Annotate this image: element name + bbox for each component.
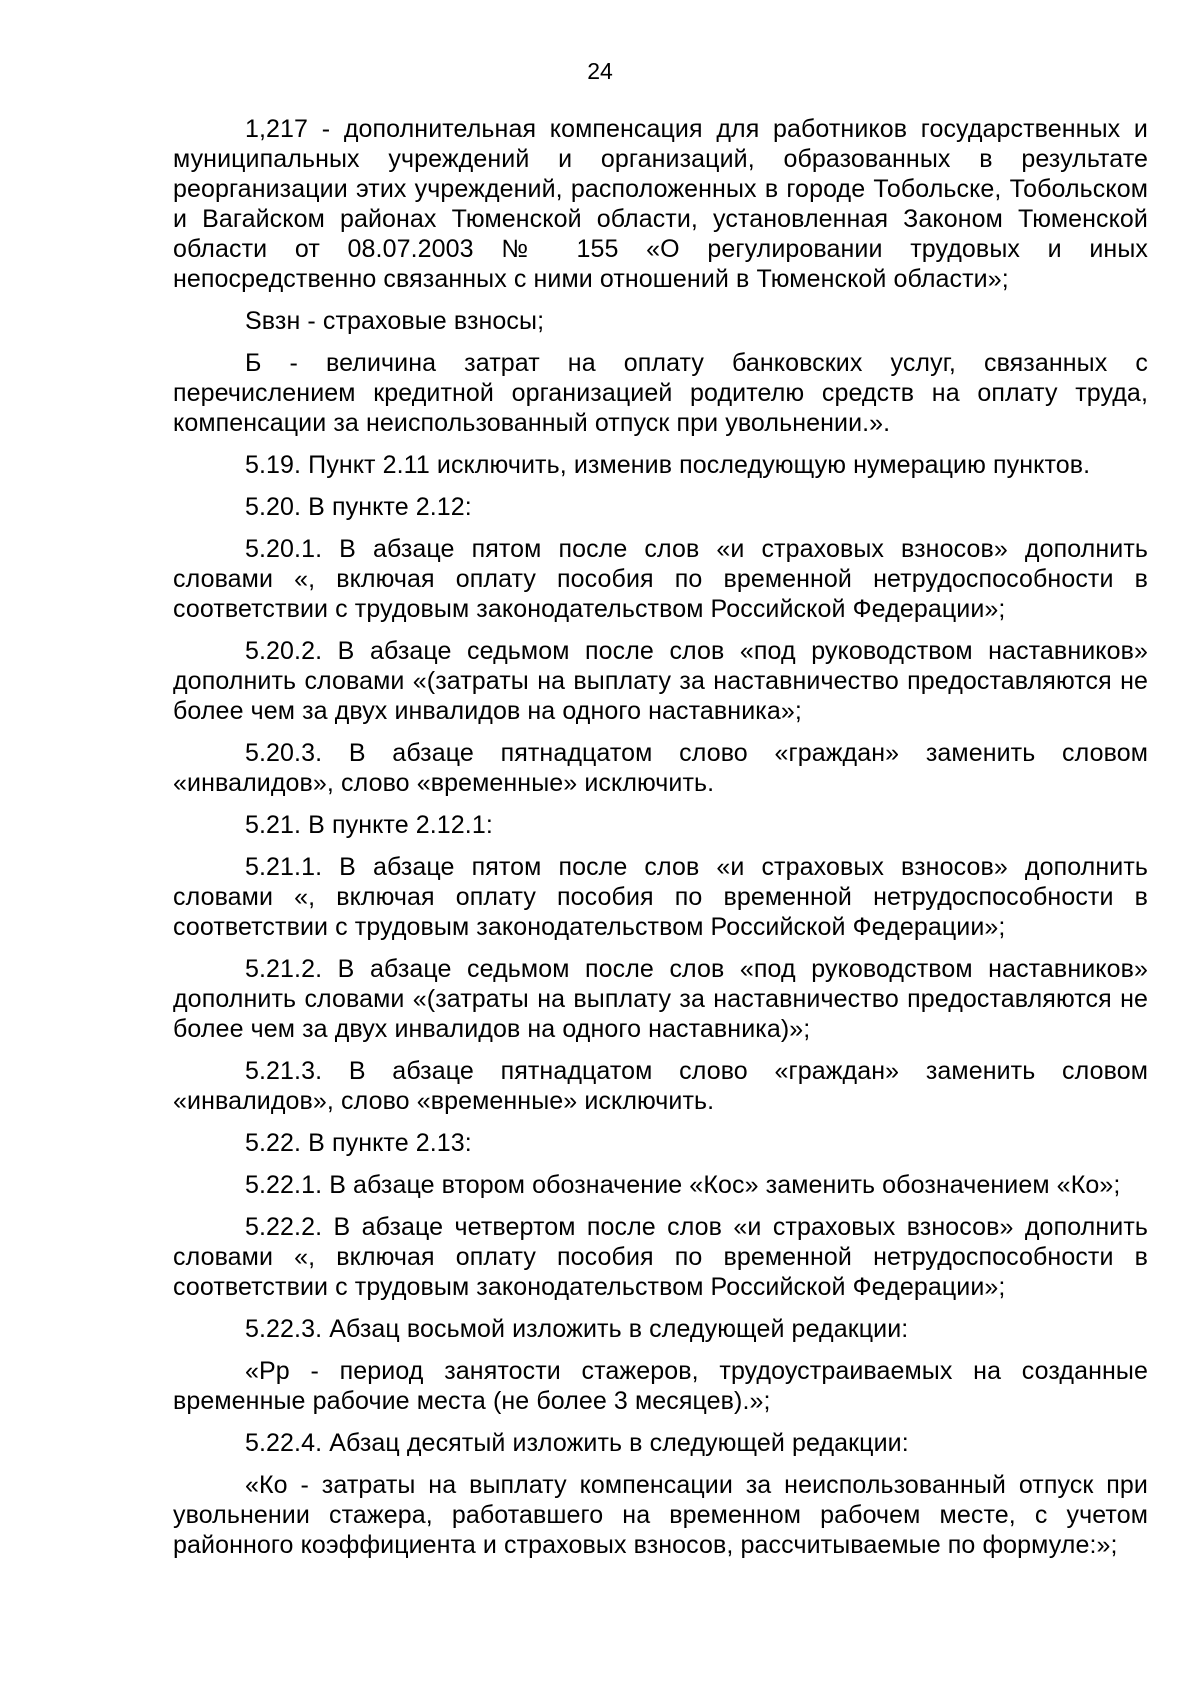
paragraph-bank-services: Б - величина затрат на оплату банковских услуг, связанных с перечислением кредитной организацией родителю средств на оплату труда, компенсации за неиспользованный отпуск при увольнении.». bbox=[173, 349, 1148, 437]
paragraph-5-21-1: 5.21.1. В абзаце пятом после слов «и страховых взносов» дополнить словами «, включая оплату пособия по временной нетрудоспособности в соответствии с трудовым законодательством Российской Федерации»; bbox=[173, 853, 1148, 941]
paragraph-pp-definition: «Рр - период занятости стажеров, трудоустраиваемых на созданные временные рабочие места (не более 3 месяцев).»; bbox=[173, 1357, 1148, 1415]
paragraph-5-20: 5.20. В пункте 2.12: bbox=[245, 493, 472, 521]
paragraph-5-22-2: 5.22.2. В абзаце четвертом после слов «и страховых взносов» дополнить словами «, включая оплату пособия по временной нетрудоспособности в соответствии с трудовым законодательством Российской Федерации»; bbox=[173, 1213, 1148, 1301]
paragraph-5-20-1: 5.20.1. В абзаце пятом после слов «и страховых взносов» дополнить словами «, включая оплату пособия по временной нетрудоспособности в соответствии с трудовым законодательством Российской Федерации»; bbox=[173, 535, 1148, 623]
paragraph-5-22: 5.22. В пункте 2.13: bbox=[245, 1129, 472, 1157]
document-body bbox=[173, 114, 1148, 1572]
paragraph-insurance-contributions: Sвзн - страховые взносы; bbox=[245, 307, 545, 335]
paragraph-5-22-4: 5.22.4. Абзац десятый изложить в следующей редакции: bbox=[245, 1429, 909, 1457]
page-number: 24 bbox=[587, 58, 613, 84]
paragraph-5-19: 5.19. Пункт 2.11 исключить, изменив последующую нумерацию пунктов. bbox=[245, 451, 1091, 479]
paragraph-5-21-2: 5.21.2. В абзаце седьмом после слов «под руководством наставников» дополнить словами «(затраты на выплату за наставничество предоставляются не более чем за двух инвалидов на одного наставника)»; bbox=[173, 955, 1148, 1043]
paragraph-ko-definition: «Ко - затраты на выплату компенсации за неиспользованный отпуск при увольнении стажера, работавшего на временном рабочем месте, с учетом районного коэффициента и страховых взносов, рассчитываемые по формуле:»; bbox=[173, 1471, 1148, 1559]
paragraph-5-22-3: 5.22.3. Абзац восьмой изложить в следующей редакции: bbox=[245, 1315, 909, 1343]
paragraph-5-20-2: 5.20.2. В абзаце седьмом после слов «под руководством наставников» дополнить словами «(затраты на выплату за наставничество предоставляются не более чем за двух инвалидов на одного наставника»; bbox=[173, 637, 1148, 725]
paragraph-compensation-coefficient: 1,217 - дополнительная компенсация для работников государственных и муниципальных учреждений и организаций, образованных в результате реорганизации этих учреждений, расположенных в городе Тобольске, Тобольском и Вагайском районах Тюменской области, установленная Законом Тюменской области от 08.07.2003 № 155 «О регулировании трудовых и иных непосредственно связанных с ними отношений в Тюменской области»; bbox=[173, 115, 1148, 293]
paragraph-5-20-3: 5.20.3. В абзаце пятнадцатом слово «граждан» заменить словом «инвалидов», слово «временные» исключить. bbox=[173, 739, 1148, 797]
paragraph-5-21: 5.21. В пункте 2.12.1: bbox=[245, 811, 493, 839]
paragraph-5-22-1: 5.22.1. В абзаце втором обозначение «Кос» заменить обозначением «Ко»; bbox=[245, 1171, 1121, 1199]
paragraph-5-21-3: 5.21.3. В абзаце пятнадцатом слово «граждан» заменить словом «инвалидов», слово «временные» исключить. bbox=[173, 1057, 1148, 1115]
